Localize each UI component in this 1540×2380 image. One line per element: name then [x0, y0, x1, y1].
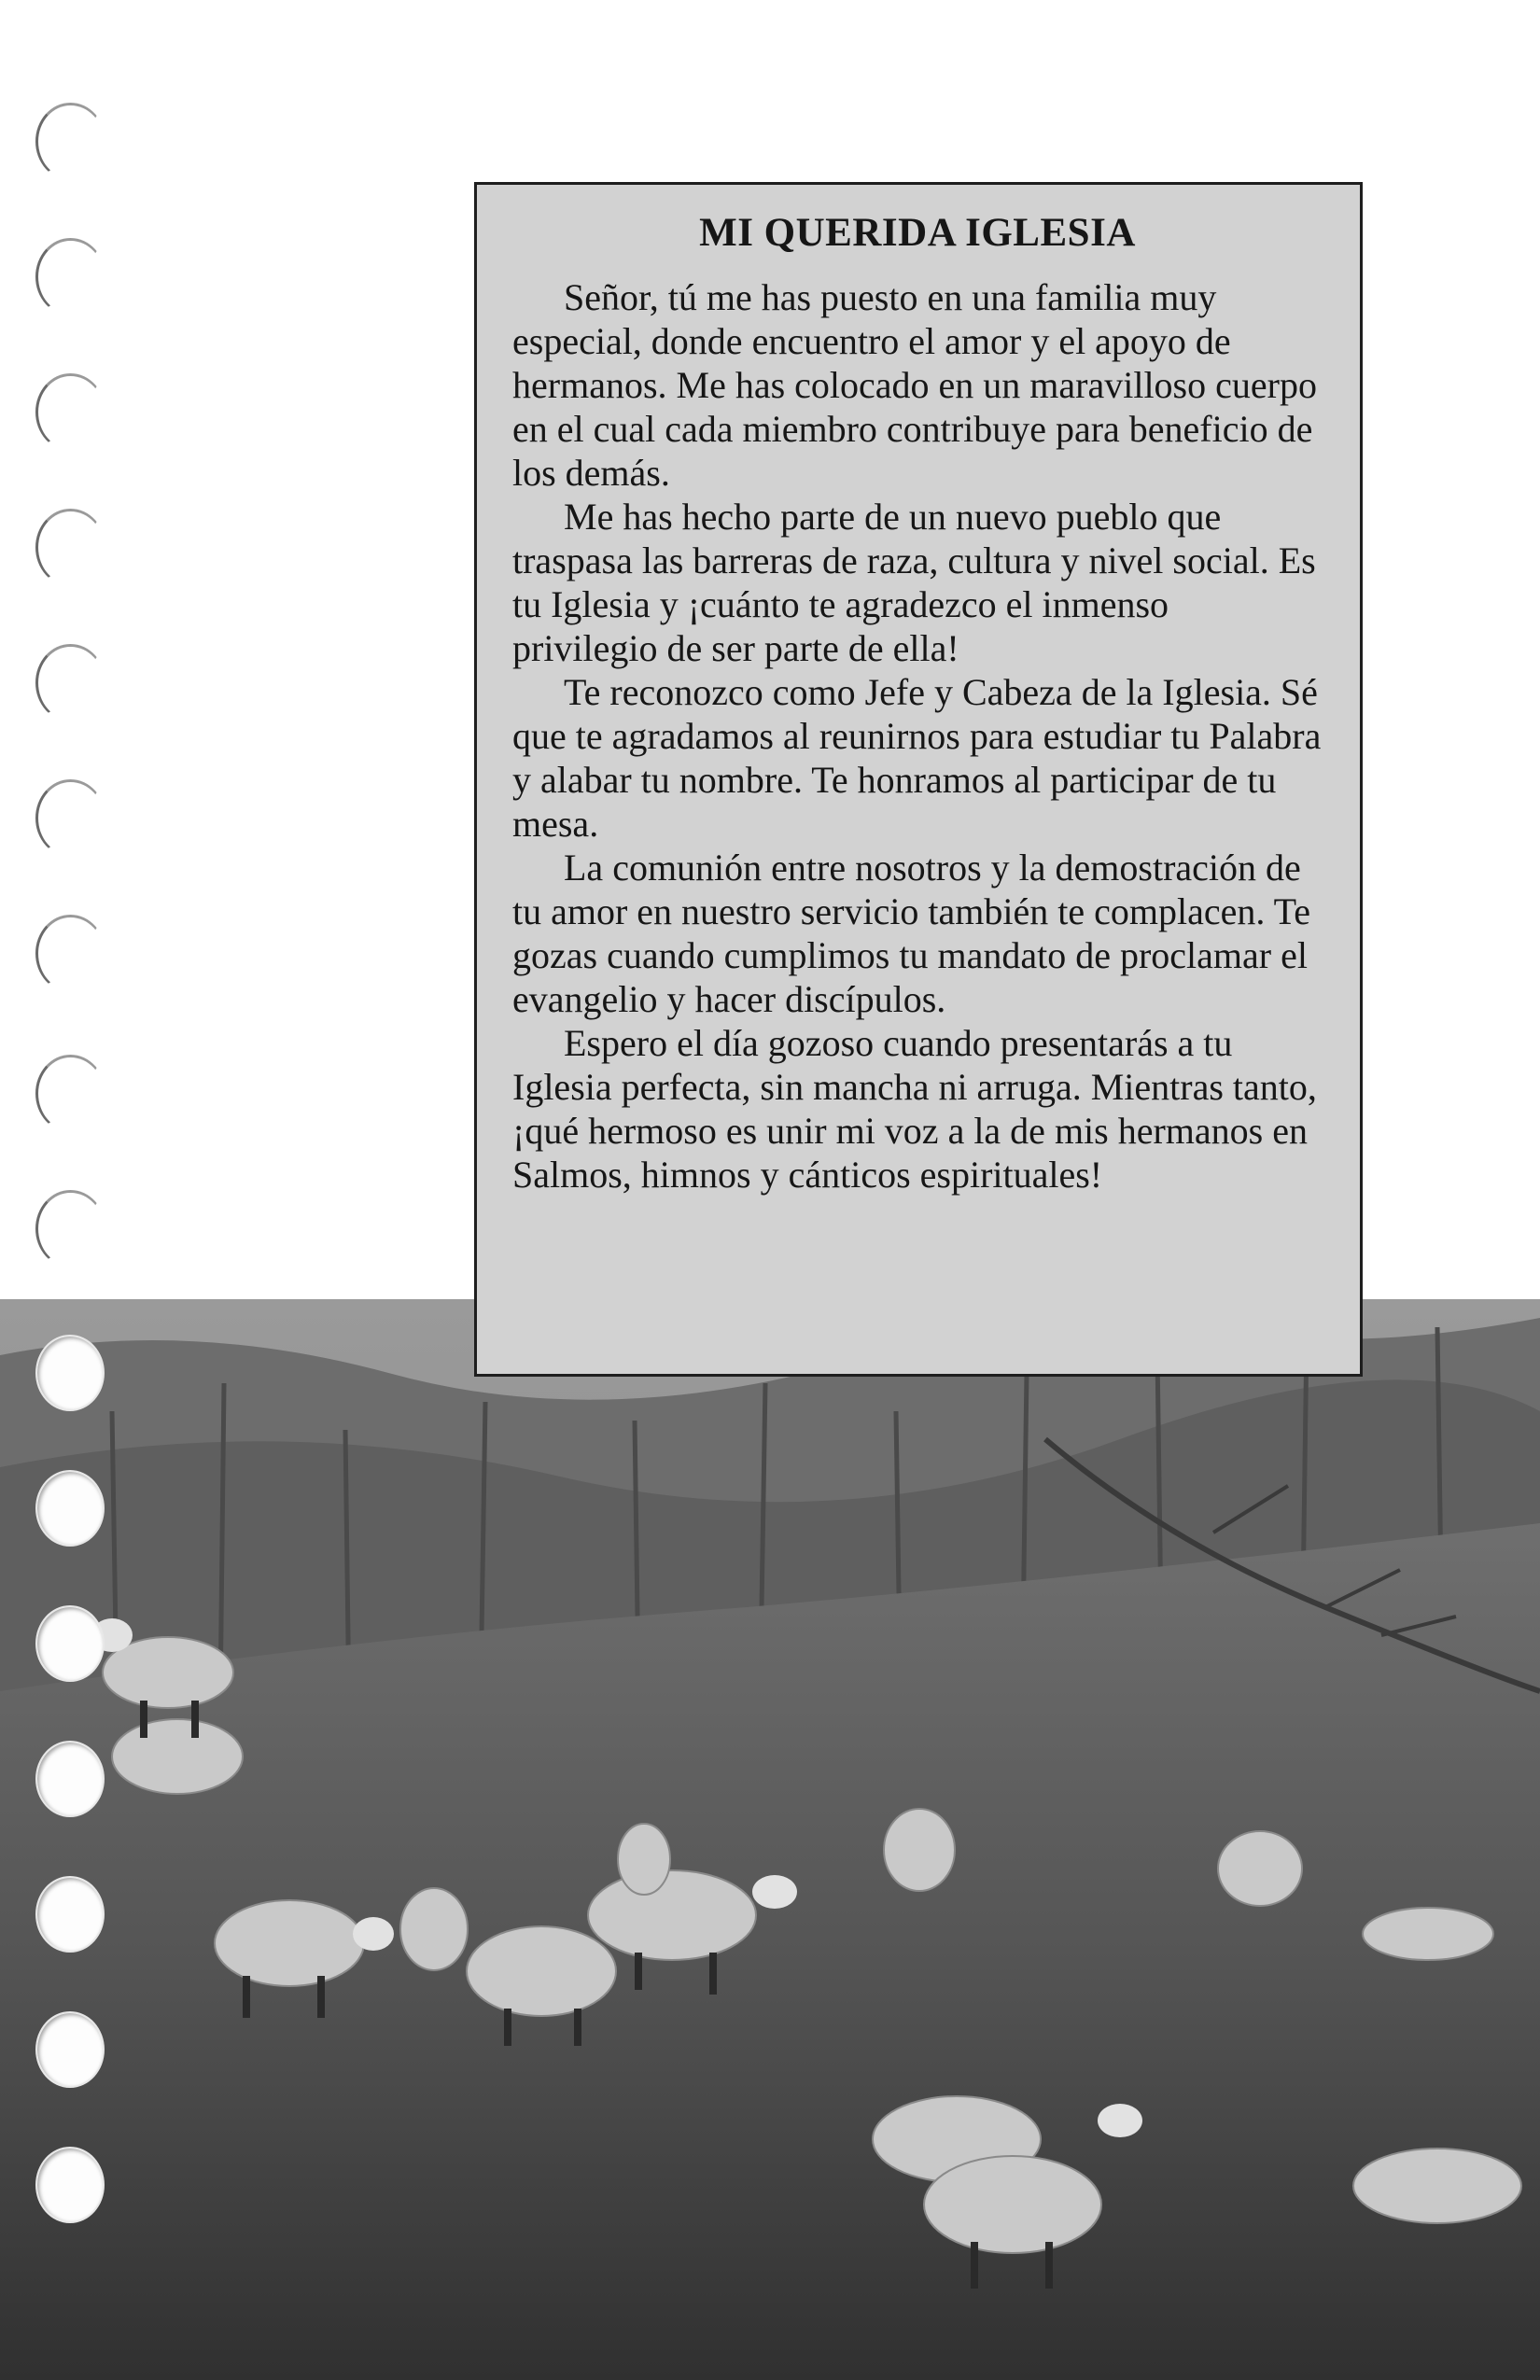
sheep-pasture-illustration	[0, 1299, 1540, 2380]
paragraph: Señor, tú me has puesto en una familia muy especial, donde encuentro el amor y el apoyo de hermanos. Me has colocado en un maravilloso cuerpo en el cual cada miembro contribuye para beneficio de los demás.	[512, 276, 1317, 495]
binder-hole	[35, 1055, 105, 1132]
binder-hole	[35, 103, 105, 180]
binder-hole	[35, 1741, 105, 1817]
binder-hole	[35, 915, 105, 992]
binder-hole	[35, 1876, 105, 1953]
binder-hole	[35, 1190, 105, 1267]
binder-hole	[35, 1605, 105, 1682]
binder-hole	[35, 373, 105, 451]
prayer-text-box	[474, 182, 1363, 1377]
binder-hole	[35, 1470, 105, 1547]
binder-hole	[35, 509, 105, 586]
paragraph: Te reconozco como Jefe y Cabeza de la Iglesia. Sé que te agradamos al reunirnos para estudiar tu Palabra y alabar tu nombre. Te honramos al participar de tu mesa.	[512, 671, 1322, 846]
paragraph: La comunión entre nosotros y la demostración de tu amor en nuestro servicio también te complacen. Te gozas cuando cumplimos tu mandato de proclamar el evangelio y hacer discípulos.	[512, 847, 1311, 1021]
binder-hole	[35, 2011, 105, 2088]
paragraph: Espero el día gozoso cuando presentarás a tu Iglesia perfecta, sin mancha ni arruga. Mientras tanto, ¡qué hermoso es unir mi voz a la de mis hermanos en Salmos, himnos y cánticos espirituales!	[512, 1022, 1317, 1197]
binder-hole	[35, 644, 105, 721]
binder-hole	[35, 238, 105, 315]
sheep-pasture-photo	[0, 1299, 1540, 2380]
article-title: MI QUERIDA IGLESIA	[699, 211, 1136, 255]
binder-hole	[35, 2147, 105, 2223]
binder-hole	[35, 1335, 105, 1411]
paragraph: Me has hecho parte de un nuevo pueblo que traspasa las barreras de raza, cultura y nivel social. Es tu Iglesia y ¡cuánto te agradezco el inmenso privilegio de ser parte de ella!	[512, 496, 1316, 670]
binder-hole	[35, 779, 105, 857]
